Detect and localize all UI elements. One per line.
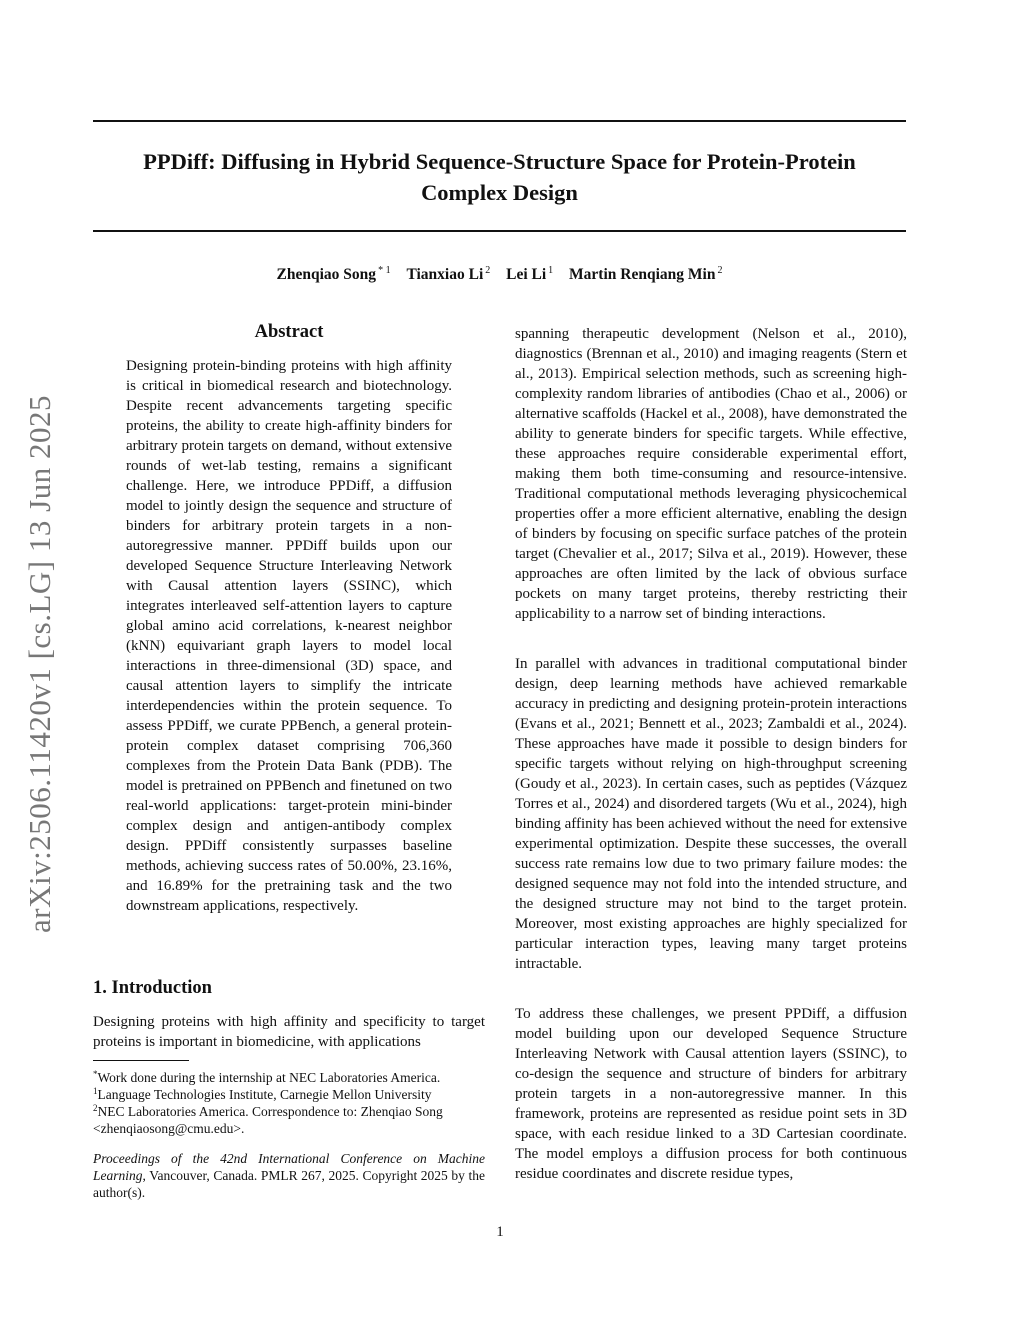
author: Tianxiao Li $^2$ [406, 265, 491, 283]
right-column-paragraph: spanning therapeutic development (Nelson et al., 2010), diagnostics (Brennan et al., 2010) and imaging reagents (Stern et al., 2013). Empirical selection methods, such as screening high-complexity random libraries of antibodies (Chao et al., 2006) or alternative scaffolds (Hackel et al., 2008), have demonstrated the ability to generate binders for specific targets. While effective, these approaches require considerable experimental effort, making them both time-consuming and resource-intensive. Traditional computational methods leveraging physicochemical properties offer a more efficient alternative, enabling the design of binders by focusing on specific surface patches of the protein target (Chevalier et al., 2017; Silva et al., 2019). However, these approaches are often limited by the lack of obvious surface pockets on many target proteins, thereby restricting their applicability to a narrow set of binding interactions. [515, 326, 907, 622]
title-bottom-rule [93, 230, 906, 232]
right-column-paragraph: In parallel with advances in traditional computational binder design, deep learning methods have achieved remarkable accuracy in predicting and designing protein-protein interactions (Evans et al., 2021; Bennett et al., 2023; Zambaldi et al., 2024). These approaches have made it possible to design binders for specific targets without relying on high-throughput screening (Goudy et al., 2023). In certain cases, such as peptides (Vázquez Torres et al., 2024) and disordered targets (Wu et al., 2024), high binding affinity has been achieved without the need for extensive experimental optimization. Despite these successes, the overall success rate remains low due to two primary failure modes: the designed sequence may not fold into the intended structure, and the designed structure may not bind to the target protein. Moreover, most existing approaches are highly specialized for particular interaction types, leaving many target proteins intractable. [515, 656, 907, 972]
page-number: 1 [496, 1224, 504, 1240]
footnote: $^1$Language Technologies Institute, Carnegie Mellon University [93, 1086, 432, 1102]
section-heading-introduction: 1. Introduction [93, 978, 212, 998]
author: Zhenqiao Song $^{* 1}$ [276, 265, 391, 283]
arxiv-stamp: arXiv:2506.11420v1 [cs.LG] 13 Jun 2025 [22, 395, 57, 933]
proceedings-note: Proceedings of the 42nd International Conference on Machine Learning, Vancouver, Canada. PMLR 267, 2025. Copyright 2025 by the author(s). [93, 1151, 485, 1200]
paper-title: PPDiff: Diffusing in Hybrid Sequence-Structure Space for Protein-Protein Complex Design [143, 149, 856, 205]
footnote: *Work done during the internship at NEC Laboratories America. [93, 1069, 441, 1085]
author-list [93, 265, 906, 284]
footnote: $^2$NEC Laboratories America. Correspondence to: Zhenqiao Song <zhenqiaosong@cmu.edu>. [93, 1103, 443, 1136]
author: Lei Li $^1$ [506, 265, 554, 283]
intro-paragraph: Designing proteins with high affinity and specificity to target proteins is important in biomedicine, with applications [93, 1014, 485, 1050]
right-column-paragraph: To address these challenges, we present PPDiff, a diffusion model building upon our developed Sequence Structure Interleaving Network with Causal attention layers (SSINC), to co-design the sequence and structure of binders for arbitrary protein targets in a non-autoregressive manner. In this framework, proteins are represented as residue point sets in 3D space, with each residue linked to a 3D Cartesian coordinate. The model employs a diffusion process for both continuous residue coordinates and discrete residue types, [515, 1006, 907, 1182]
top-rule [93, 120, 906, 122]
abstract-body: Designing protein-binding proteins with high affinity is critical in biomedical research and biotechnology. Despite recent advancements targeting specific proteins, the ability to create high-affinity binders for arbitrary protein targets on demand, without extensive rounds of wet-lab testing, remains a significant challenge. Here, we introduce PPDiff, a diffusion model to jointly design the sequence and structure of binders for arbitrary protein targets in a non-autoregressive manner. PPDiff builds upon our developed Sequence Structure Interleaving Network with Causal attention layers (SSINC), which integrates interleaved self-attention layers to capture global amino acid correlations, k-nearest neighbor (kNN) equivariant graph layers to model local interactions in three-dimensional (3D) space, and causal attention layers to simplify the intricate interdependencies within the protein sequence. To assess PPDiff, we curate PPBench, a general protein-protein complex dataset comprising 706,360 complexes from the Protein Data Bank (PDB). The model is pretrained on PPBench and finetuned on two real-world applications: target-protein mini-binder complex design and antigen-antibody complex design. PPDiff consistently surpasses baseline methods, achieving success rates of 50.00%, 23.16%, and 16.89% for the pretraining task and the two downstream applications, respectively. [126, 358, 452, 914]
author: Martin Renqiang Min $^2$ [569, 265, 723, 283]
abstract-heading: Abstract [254, 322, 324, 342]
footnote-rule [93, 1060, 189, 1061]
